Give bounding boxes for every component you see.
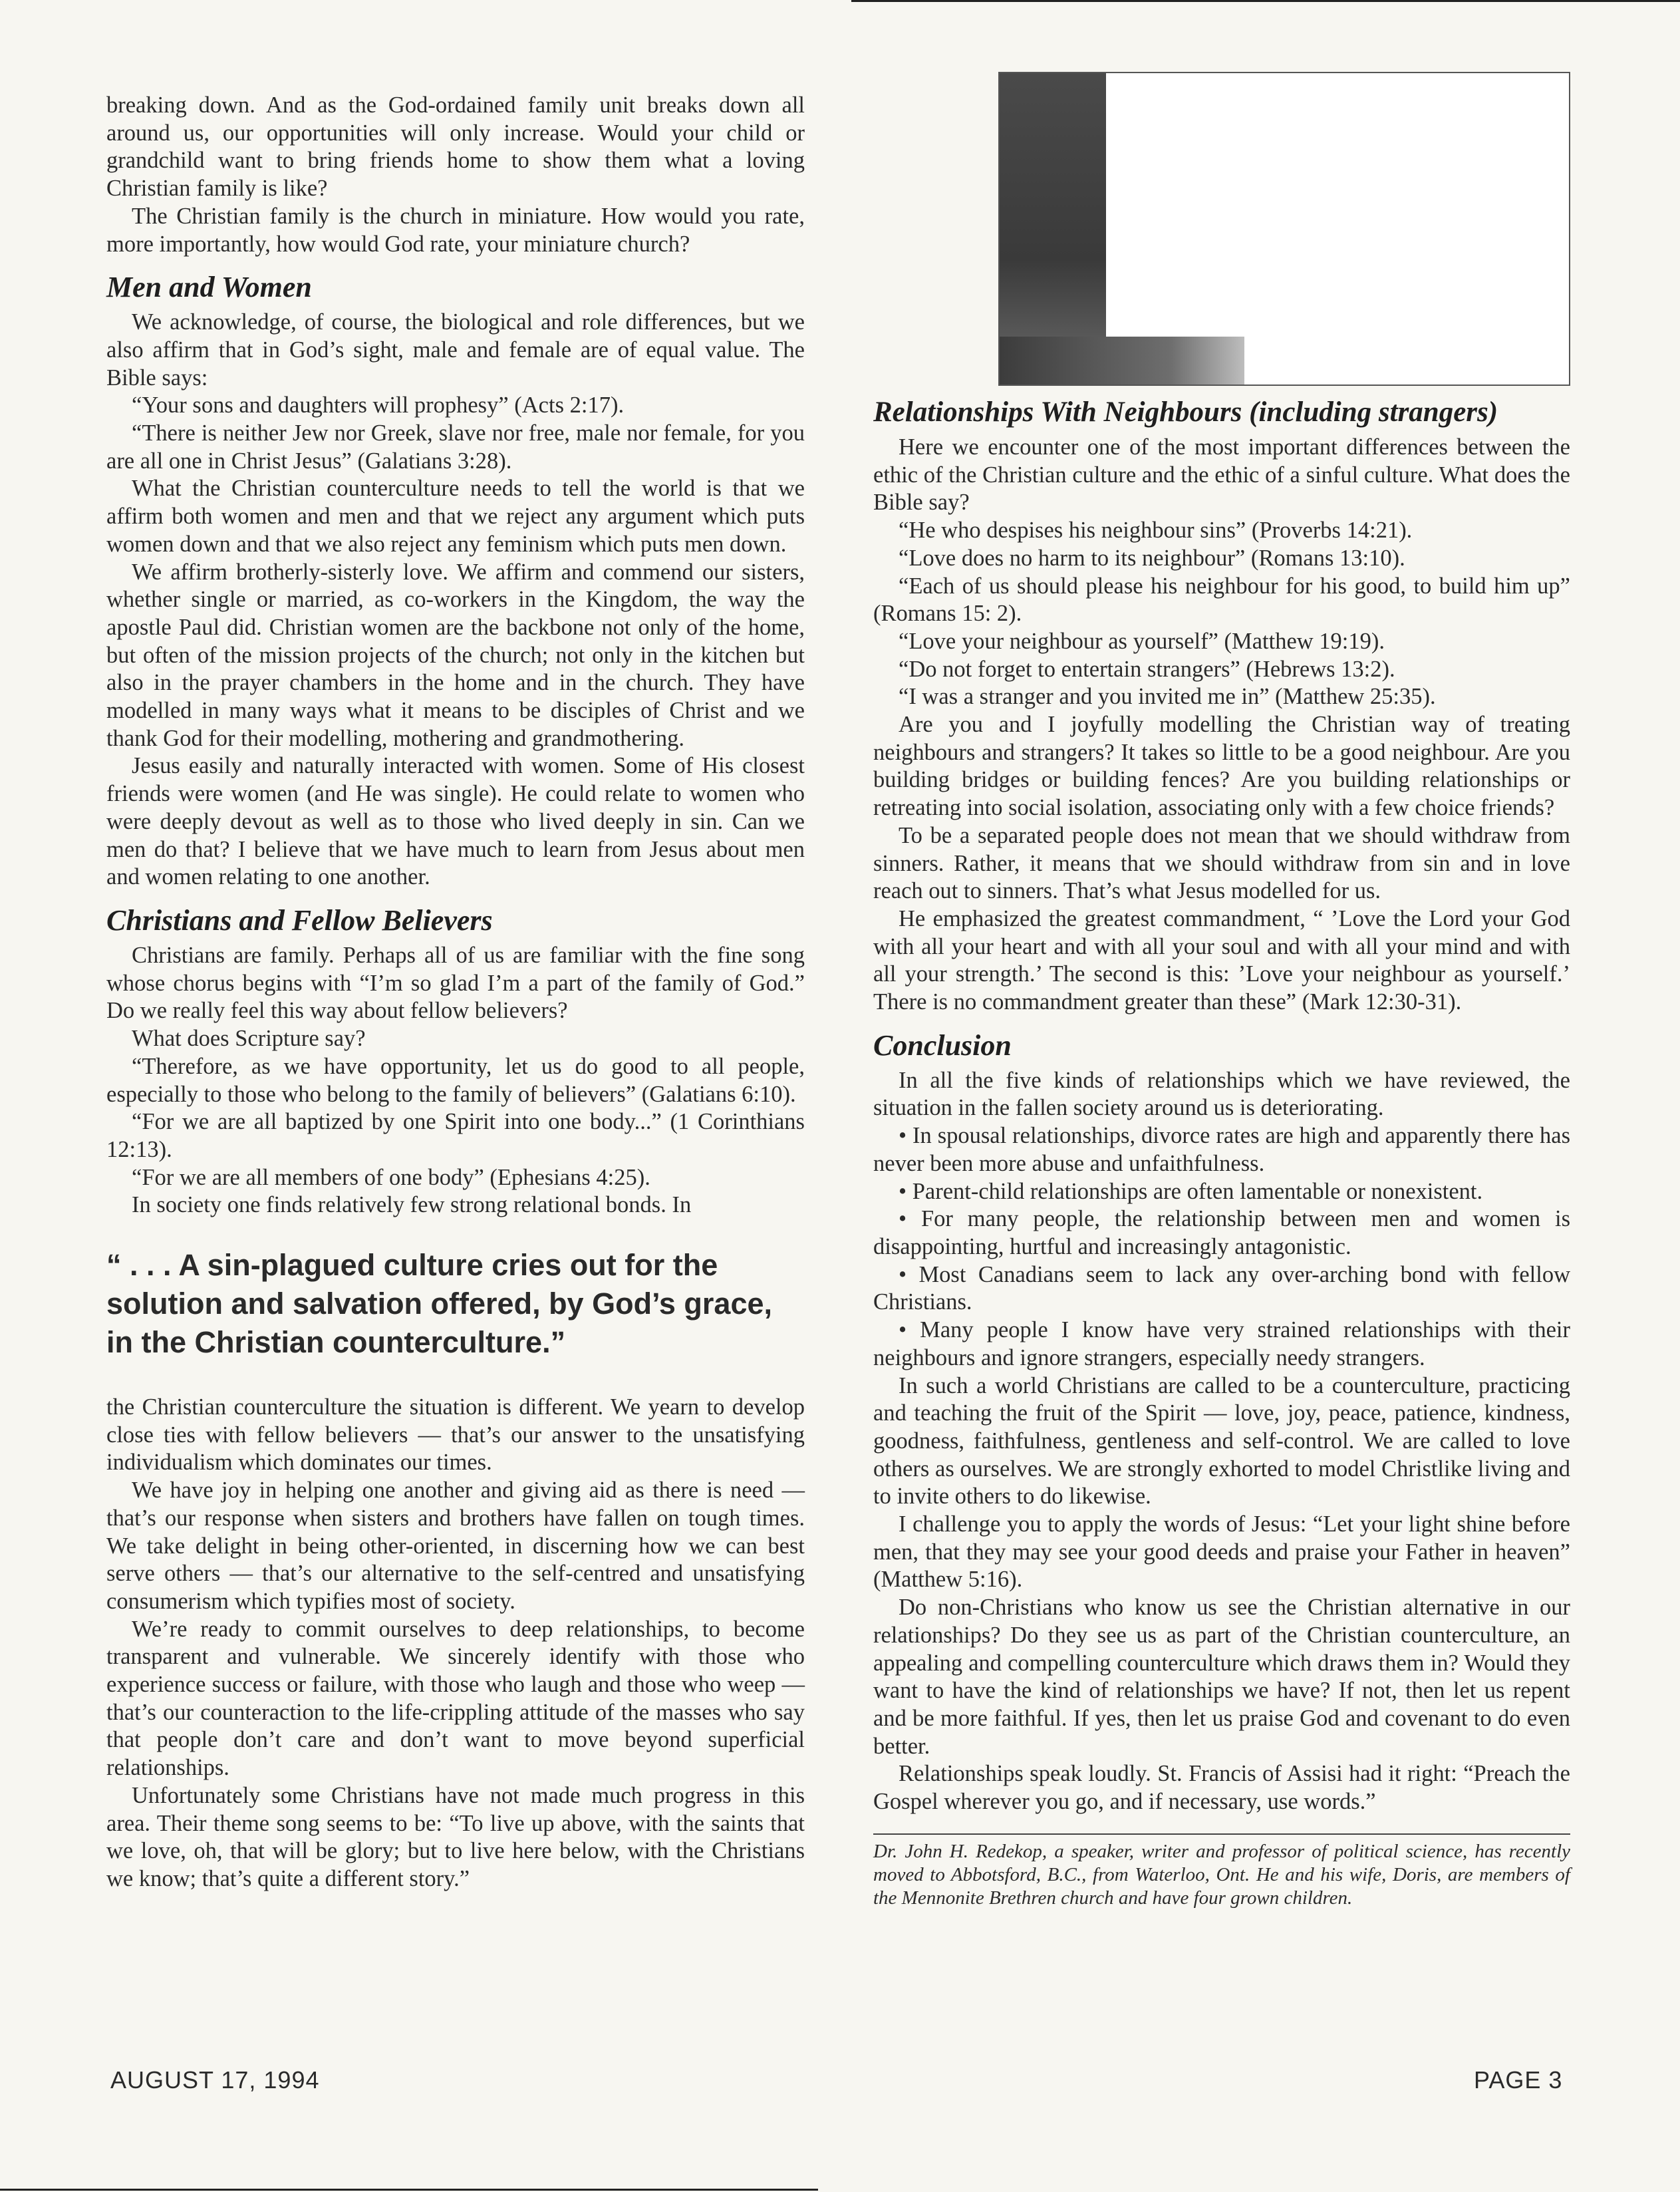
left-column	[106, 92, 805, 1893]
paragraph: We have joy in helping one another and giving aid as there is need — that’s our response when sisters and brothers have fallen on tough times. We take delight in being other-oriented, in discerning how we can best serve others — that’s our alternative to the self-centred and unsatisfying consumerism which typifies most of society.	[106, 1478, 805, 1614]
paragraph: In all the five kinds of relationships which we have reviewed, the situation in the fallen society around us is deteriorating.	[873, 1067, 1570, 1121]
photo-shadow-bottom	[1000, 337, 1244, 385]
footer-page-number: PAGE 3	[1474, 2066, 1563, 2094]
paragraph: the Christian counterculture the situation is different. We yearn to develop close ties with fellow believers — that’s our answer to the unsatisfying individualism which dominates our times.	[106, 1394, 805, 1476]
scripture-quote: “Love does no harm to its neighbour” (Romans 13:10).	[899, 545, 1405, 571]
paragraph: We’re ready to commit ourselves to deep relationships, to become transparent and vulnerable. We sincerely identify with those who experience success or failure, with those who laugh and those who weep — that’s our counteraction to the life-crippling attitude of the masses who say that people don’t care and don’t want to move beyond superficial relationships.	[106, 1616, 805, 1781]
paragraph: Jesus easily and naturally interacted with women. Some of His closest friends were women (and He was single). He could relate to women who were deeply devout as well as to those who lived deeply in sin. Can we men do that? I believe that we have much to learn from Jesus about men and women relating to one another.	[106, 753, 805, 890]
bullet-item: • Parent-child relationships are often lamentable or nonexistent.	[899, 1178, 1483, 1204]
bullet-item: • In spousal relationships, divorce rates are high and apparently there has never been more abuse and unfaithfulness.	[873, 1123, 1570, 1176]
scripture-quote: “He who despises his neighbour sins” (Proverbs 14:21).	[899, 518, 1413, 544]
section-heading-men-women: Men and Women	[106, 271, 312, 304]
bullet-item: • For many people, the relationship between men and women is disappointing, hurtful and increasingly antagonistic.	[873, 1206, 1570, 1259]
section-heading-believers: Christians and Fellow Believers	[106, 903, 493, 937]
article-photo	[998, 72, 1570, 386]
bottom-rule	[0, 2189, 818, 2191]
paragraph: Are you and I joyfully modelling the Christian way of treating neighbours and strangers? It takes so little to be a good neighbour. Are you building bridges or building fences? Are you building relationships or retreating into social isolation, associating only with a few choice friends?	[873, 712, 1570, 821]
paragraph: Here we encounter one of the most important differences between the ethic of the Christian culture and the ethic of a sinful culture. What does the Bible say?	[873, 434, 1570, 516]
scripture-quote: “Your sons and daughters will prophesy” (Acts 2:17).	[132, 392, 625, 418]
paragraph: He emphasized the greatest commandment, “ ’Love the Lord your God with all your heart and with all your soul and with all your mind and with all your strength.’ The second is this: ’Love your neighbour as yourself.’ There is no commandment greater than these” (Mark 12:30-31).	[873, 905, 1570, 1015]
paragraph: What the Christian counterculture needs to tell the world is that we affirm both women and men and that we reject any argument which puts women down and that we also reject any feminism which puts men down.	[106, 476, 805, 557]
paragraph: In such a world Christians are called to be a counterculture, practicing and teaching the fruit of the Spirit — love, joy, peace, patience, kindness, goodness, faithfulness, gentleness and self-control. We are called to love others as ourselves. We are strongly exhorted to model Christlike living and to invite others to do likewise.	[873, 1372, 1570, 1509]
paragraph: In society one finds relatively few strong relational bonds. In	[132, 1192, 692, 1218]
paragraph: What does Scripture say?	[132, 1026, 366, 1052]
paragraph: The Christian family is the church in miniature. How would you rate, more importantly, how would God rate, your miniature church?	[106, 203, 805, 257]
paragraph: We affirm brotherly-sisterly love. We affirm and commend our sisters, whether single or married, as co-workers in the Kingdom, the way the apostle Paul did. Christian women are the backbone not only of the home, but often of the mission projects of the church; not only in the kitchen but also in the prayer chambers in the home and in the church. They have modelled in many ways what it means to be disciples of Christ and we thank God for their modelling, mothering and grandmothering.	[106, 559, 805, 751]
bio-divider	[873, 1833, 1570, 1835]
scripture-quote: “I was a stranger and you invited me in” (Matthew 25:35).	[899, 684, 1436, 710]
footer-date: AUGUST 17, 1994	[110, 2066, 320, 2094]
section-heading-neighbours: Relationships With Neighbours (including strangers)	[873, 396, 1498, 428]
section-heading-conclusion: Conclusion	[873, 1028, 1012, 1062]
paragraph: I challenge you to apply the words of Jesus: “Let your light shine before men, that they may see your good deeds and praise your Father in heaven” (Matthew 5:16).	[873, 1511, 1570, 1593]
scripture-quote: “Love your neighbour as yourself” (Matthew 19:19).	[899, 628, 1385, 654]
scripture-quote: “Therefore, as we have opportunity, let us do good to all people, especially to those who belong to the family of believers” (Galatians 6:10).	[106, 1053, 805, 1107]
scripture-quote: “Each of us should please his neighbour for his good, to build him up” (Romans 15: 2).	[873, 573, 1570, 627]
paragraph: We acknowledge, of course, the biological and role differences, but we also affirm that in God’s sight, male and female are of equal value. The Bible says:	[106, 309, 805, 391]
bullet-item: • Many people I know have very strained relationships with their neighbours and ignore strangers, especially needy strangers.	[873, 1317, 1570, 1370]
paragraph: Relationships speak loudly. St. Francis of Assisi had it right: “Preach the Gospel wherever you go, and if necessary, use words.”	[873, 1761, 1570, 1815]
paragraph: breaking down. And as the God-ordained family unit breaks down all around us, our opportunities will only increase. Would your child or grandchild want to bring friends home to show them what a loving Christian family is like?	[106, 92, 805, 202]
pull-quote: “ . . . A sin-plagued culture cries out for the solution and salvation offered, by God’s grace, in the Christian counterculture.”	[106, 1248, 773, 1360]
scripture-quote: “For we are all baptized by one Spirit into one body...” (1 Corinthians 12:13).	[106, 1109, 805, 1162]
paragraph: To be a separated people does not mean that we should withdraw from sinners. Rather, it means that we should withdraw from sin and in love reach out to sinners. That’s what Jesus modelled for us.	[873, 822, 1570, 904]
scripture-quote: “There is neither Jew nor Greek, slave nor free, male nor female, for you are all one in Christ Jesus” (Galatians 3:28).	[106, 420, 805, 474]
scripture-quote: “Do not forget to entertain strangers” (Hebrews 13:2).	[899, 656, 1395, 682]
author-bio: Dr. John H. Redekop, a speaker, writer and professor of political science, has recently moved to Abbotsford, B.C., from Waterloo, Ont. He and his wife, Doris, are members of the Mennonite Brethren church and have four grown children.	[873, 1840, 1570, 1909]
scripture-quote: “For we are all members of one body” (Ephesians 4:25).	[132, 1164, 650, 1190]
bullet-item: • Most Canadians seem to lack any over-arching bond with fellow Christians.	[873, 1261, 1570, 1315]
top-rule	[851, 0, 1680, 2]
paragraph: Do non-Christians who know us see the Christian alternative in our relationships? Do they see us as part of the Christian counterculture, an appealing and compelling counterculture which draws them in? Would they want to have the kind of relationships we have? If not, then let us repent and be more faithful. If yes, then let us praise God and covenant to do even better.	[873, 1595, 1570, 1759]
paragraph: Christians are family. Perhaps all of us are familiar with the fine song whose chorus begins with “I’m so glad I’m a part of the family of God.” Do we really feel this way about fellow believers?	[106, 942, 805, 1024]
right-column	[873, 387, 1570, 1910]
paragraph: Unfortunately some Christians have not made much progress in this area. Their theme song seems to be: “To live up above, with the saints that we love, oh, that will be glory; but to live here below, with the Christians we know; that’s quite a different story.”	[106, 1782, 805, 1891]
